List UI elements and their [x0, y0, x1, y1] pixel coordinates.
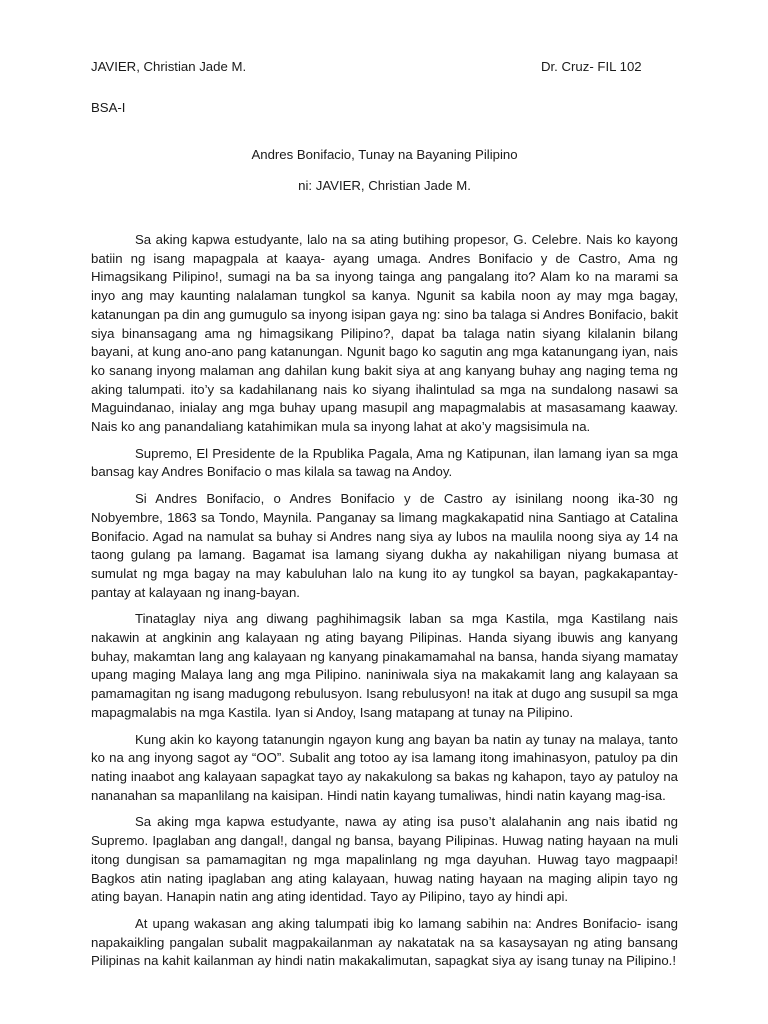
paragraph: Si Andres Bonifacio, o Andres Bonifacio y de Castro ay isinilang noong ika-30 ng Nobyembre, 1863 sa Tondo, Maynila. Panganay sa limang magkakapatid nina Santiago at Catalina Bonifacio. Agad na namulat sa buhay si Andres nang siya ay lubos na maulila noong siya ay 14 na taong gulang pa lamang. Bagamat isa lamang siyang dukha ay nakahiligan niyang bumasa at sumulat ng mga bagay na may kabuluhan lalo na kung ito ay tungkol sa bayan, pagkakapantay-pantay at kalayaan ng inang-bayan. [91, 491, 678, 600]
header-row [91, 58, 768, 76]
author-name: JAVIER, Christian Jade M. [91, 59, 247, 74]
document-byline: ni: JAVIER, Christian Jade M. [298, 178, 471, 193]
speech-body [91, 231, 678, 979]
paragraph: At upang wakasan ang aking talumpati ibig ko lamang sabihin na: Andres Bonifacio- isang napakaikling pangalan subalit magpakailanman ay nakatatak na sa kasaysayan ng ating bansang Pilipinas na kahit kailanman ay hindi natin makakalimutan, sapagkat siya ay isang tunay na Pilipino.! [91, 915, 678, 969]
paragraph: Kung akin ko kayong tatanungin ngayon kung ang bayan ba natin ay tunay na malaya, tanto ko na ang inyong sagot ay “OO”. Subalit ang totoo ay isa lamang itong imahinasyon, patuloy pa din nating inaabot ang kalayaan sapagkat tayo ay nakakulong sa bakas ng kahapon, tayo ay patuloy na nananahan sa mapanlilang na kaisipan. Hindi natin kayang tumaliwas, hindi natin kayang mag-isa. [91, 731, 678, 803]
paragraph: Sa aking kapwa estudyante, lalo na sa ating butihing propesor, G. Celebre. Nais ko kayong batiin ng isang mapagpala at kaaya- ayang umaga. Andres Bonifacio y de Castro, Ama ng Himagsikang Pilipino!, sumagi na ba sa inyong tainga ang pangalang ito? Alam ko na marami sa inyo ang may kaunting nalalaman tungkol sa kanya. Ngunit sa kabila noon ay may mga bagay, katanungan pa din ang gumugulo sa inyong isipan gaya ng: sino ba talaga si Andres Bonifacio, bakit siya binansagang ama ng himagsikang Pilipino?, dapat ba talaga natin siyang kilalanin bilang bayani, at kung ano-ano pang katanungan. Ngunit bago ko sagutin ang mga katanungang iyan, nais ko sanang inyong malaman ang dahilan kung bakit siya at ang kanyang buhay ang naging tema ng aking talumpati. ito’y sa kadahilanang nais ko siyang ihalintulad sa mga na sundalong nasawi sa Maguindanao, inialay ang mga buhay upang masupil ang mapagmalabis at masasamang kaaway. Nais ko ang panandaliang katahimikan mula sa inyong lahat at ako’y magsisimula na. [91, 232, 678, 435]
paragraph: Tinataglay niya ang diwang paghihimagsik laban sa mga Kastila, mga Kastilang nais nakawin at angkinin ang kalayaan ng ating bayang Pilipinas. Handa siyang ibuwis ang kanyang buhay, makamtan lang ang kalayaan ng kanyang pinakamamahal na bansa, handa siyang mamatay upang maging Malaya lang ang mga Pilipino. naniniwala siya na makakamit lang ang kalayaan sa pamamagitan ng isang madugong rebulusyon. Isang rebulusyon! na itak at dugo ang susupil sa mga mapagmalabis na mga Kastila. Iyan si Andoy, Isang matapang at tunay na Pilipino. [91, 611, 678, 720]
paragraph: Sa aking mga kapwa estudyante, nawa ay ating isa puso’t alalahanin ang nais ibatid ng Supremo. Ipaglaban ang dangal!, dangal ng bansa, bayang Pilipinas. Huwag nating hayaan na muli itong dungisan sa pamamagitan ng mga mapalinlang ng mga dayuhan. Huwag tayo magpaapi! Bagkos atin nating ipaglaban ang ating kalayaan, huwag nating hayaan na maging alipin tayo ng ating bayan. Hanapin natin ang ating identidad. Tayo ay Pilipino, tayo ay hindi api. [91, 814, 678, 905]
paragraph: Supremo, El Presidente de la Rpublika Pagala, Ama ng Katipunan, ilan lamang iyan sa mga bansag kay Andres Bonifacio o mas kilala sa tawag na Andoy. [91, 445, 678, 480]
instructor-course: Dr. Cruz- FIL 102 [541, 59, 642, 74]
document-title: Andres Bonifacio, Tunay na Bayaning Pilipino [251, 147, 518, 162]
student-section: BSA-I [91, 100, 126, 115]
